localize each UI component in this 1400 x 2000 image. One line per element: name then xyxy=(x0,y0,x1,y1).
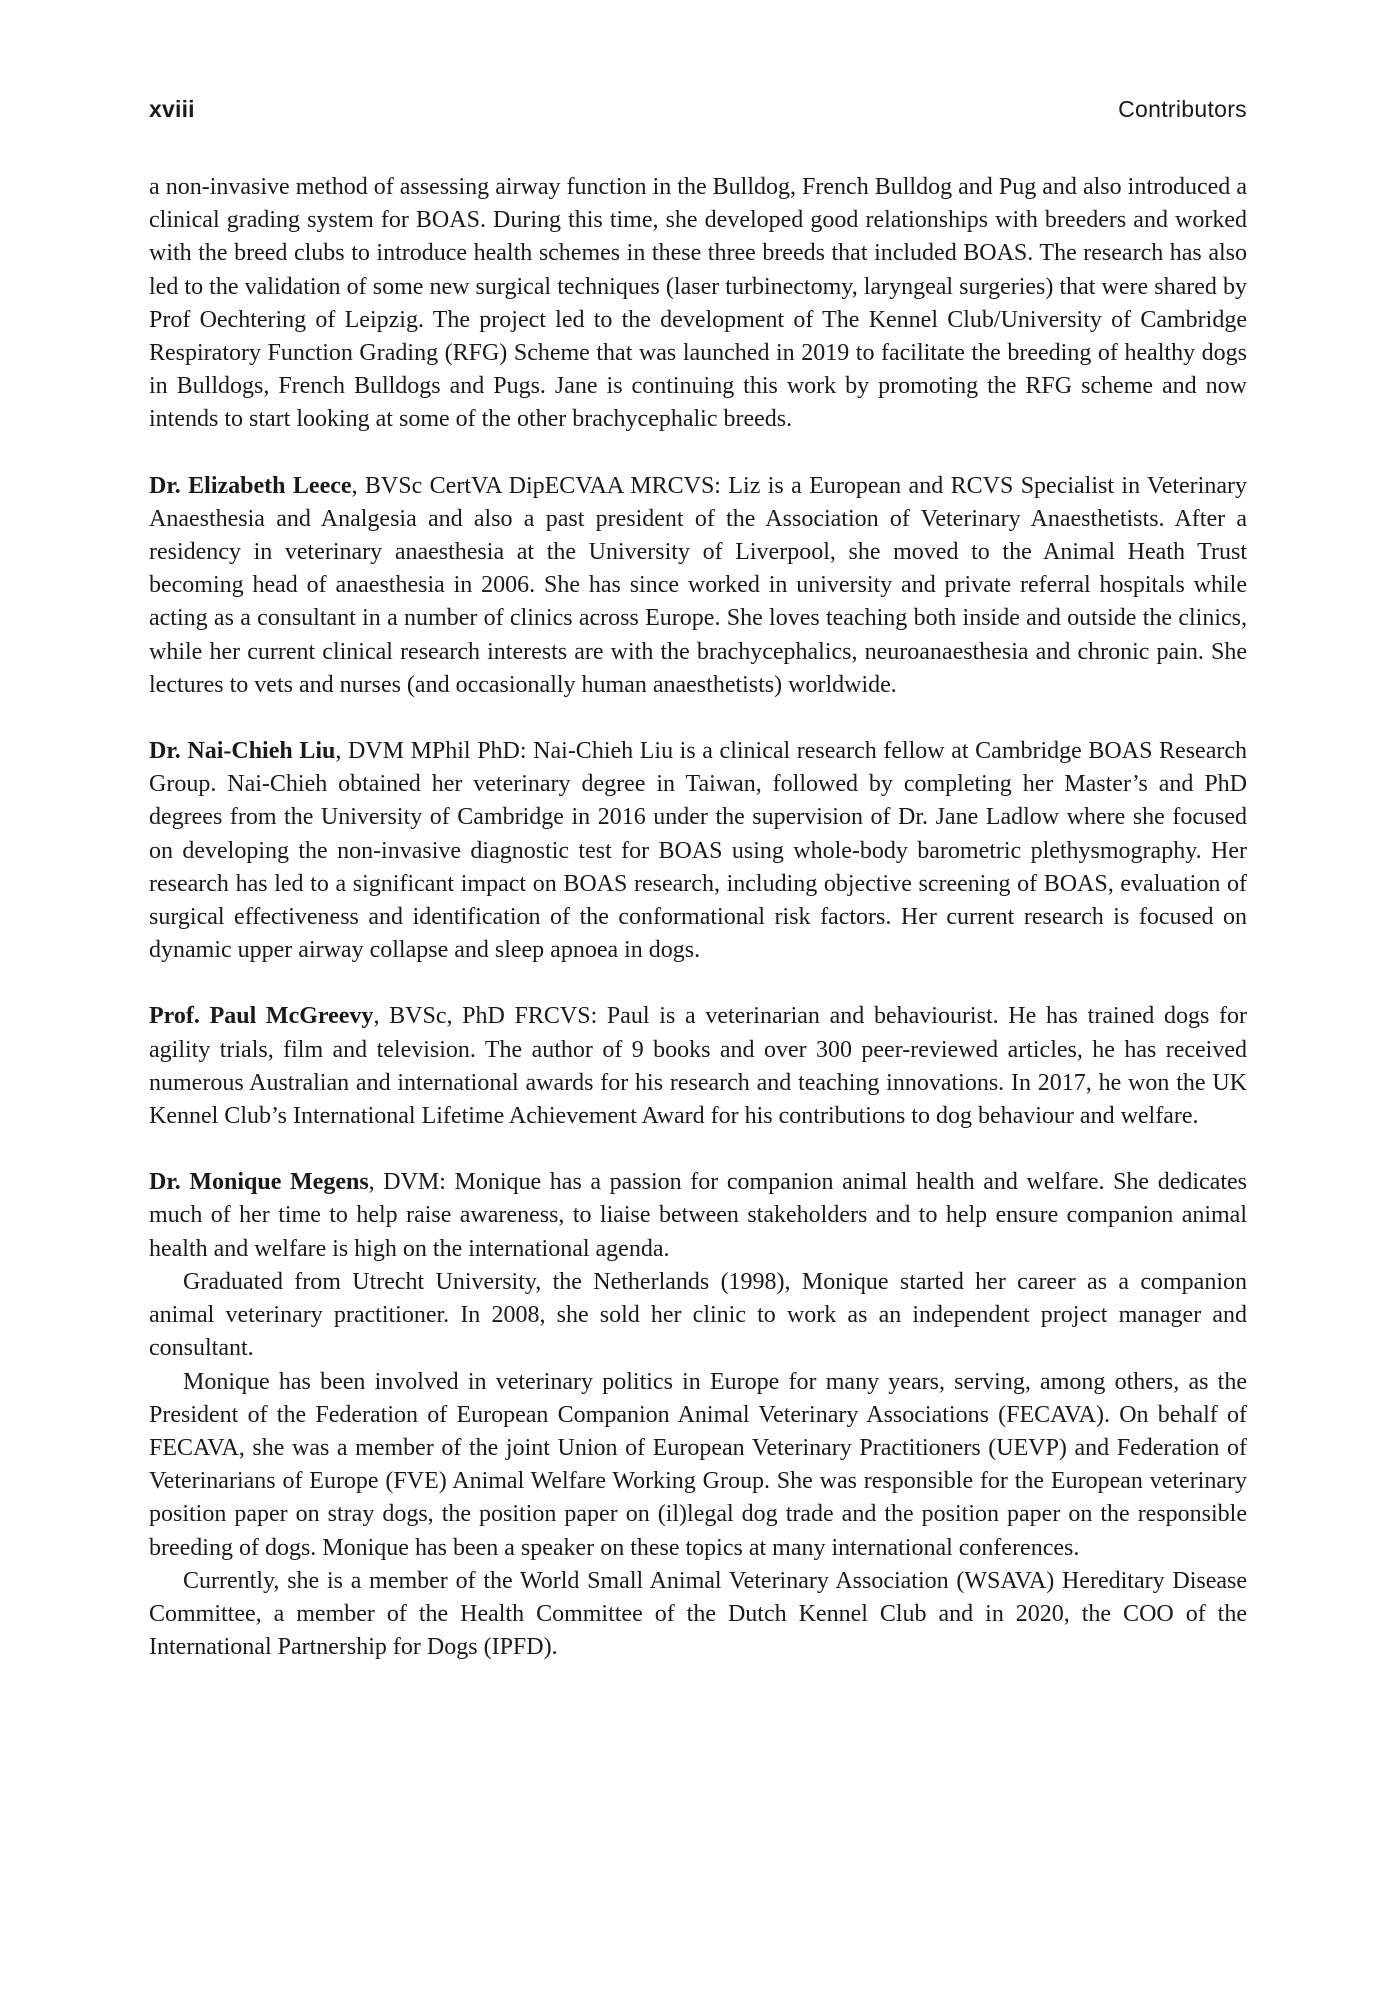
bio-paragraph: a non-invasive method of assessing airway function in the Bulldog, French Bulldog and Pug and also introduced a clinical grading system for BOAS. During this time, she developed good relationships with breeders and worked with the breed clubs to introduce health schemes in these three breeds that included BOAS. The research has also led to the validation of some new surgical techniques (laser turbinectomy, laryngeal surgeries) that were shared by Prof Oechtering of Leipzig. The project led to the development of The Kennel Club/University of Cambridge Respiratory Function Grading (RFG) Scheme that was launched in 2019 to facilitate the breeding of healthy dogs in Bulldogs, French Bulldogs and Pugs. Jane is continuing this work by promoting the RFG scheme and now intends to start looking at some of the other brachycephalic breeds. xyxy=(149,174,1247,433)
bio-monique-megens xyxy=(149,1166,1247,1664)
bio-continuation xyxy=(149,171,1247,437)
bio-elizabeth-leece xyxy=(149,470,1247,702)
bio-paragraph: Monique has been involved in veterinary politics in Europe for many years, serving, among others, as the President of the Federation of European Companion Animal Veterinary Associations (FECAVA). On behalf of FECAVA, she was a member of the joint Union of European Veterinary Practitioners (UEVP) and Federation of Veterinarians of Europe (FVE) Animal Welfare Working Group. She was responsible for the European veterinary position paper on stray dogs, the position paper on (il)legal dog trade and the position paper on the responsible breeding of dogs. Monique has been a speaker on these topics at many international conferences. xyxy=(149,1368,1247,1561)
bio-text: , BVSc CertVA DipECVAA MRCVS: Liz is a European and RCVS Specialist in Veterinary Anaesthesia and Analgesia and also a past president of the Association of Veterinary Anaesthetists. After a residency in veterinary anaesthesia at the University of Liverpool, she moved to the Animal Heath Trust becoming head of anaesthesia in 2006. She has since worked in university and private referral hospitals while acting as a consultant in a number of clinics across Europe. She loves teaching both inside and outside the clinics, while her current clinical research interests are with the brachycephalics, neuroanaesthesia and chronic pain. She lectures to vets and nurses (and occasionally human anaesthetists) worldwide. xyxy=(149,472,1247,698)
bio-text: , BVSc, PhD FRCVS: Paul is a veterinarian and behaviourist. He has trained dogs for agility trials, film and television. The author of 9 books and over 300 peer-reviewed articles, he has received numerous Australian and international awards for his research and teaching innovations. In 2017, he won the UK Kennel Club’s International Lifetime Achievement Award for his contributions to dog behaviour and welfare. xyxy=(149,1003,1247,1130)
bio-paragraph: Currently, she is a member of the World Small Animal Veterinary Association (WSAVA) Hereditary Disease Committee, a member of the Health Committee of the Dutch Kennel Club and in 2020, the COO of the International Partnership for Dogs (IPFD). xyxy=(149,1567,1247,1661)
bio-text: , DVM: Monique has a passion for companion animal health and welfare. She dedicates much of her time to help raise awareness, to liaise between stakeholders and to help ensure companion animal health and welfare is high on the international agenda. xyxy=(149,1169,1247,1262)
contributors-body xyxy=(149,171,1247,1664)
bio-paragraph xyxy=(149,735,1247,967)
contributor-name: Prof. Paul McGreevy xyxy=(149,1003,374,1030)
contributor-name: Dr. Monique Megens xyxy=(149,1169,369,1196)
bio-paragraph xyxy=(149,470,1247,702)
page-number: xviii xyxy=(149,96,195,122)
bio-paragraph: Graduated from Utrecht University, the Netherlands (1998), Monique started her career as a companion animal veterinary practitioner. In 2008, she sold her clinic to work as an independent project manager and consultant. xyxy=(149,1268,1247,1362)
bio-paragraph xyxy=(149,1000,1247,1133)
bio-paul-mcgreevy xyxy=(149,1000,1247,1133)
running-head xyxy=(149,96,1247,124)
section-title: Contributors xyxy=(1118,96,1247,122)
bio-text: , DVM MPhil PhD: Nai-Chieh Liu is a clinical research fellow at Cambridge BOAS Research Group. Nai-Chieh obtained her veterinary degree in Taiwan, followed by completing her Master’s and PhD degrees from the University of Cambridge in 2016 under the supervision of Dr. Jane Ladlow where she focused on developing the non-invasive diagnostic test for BOAS using whole-body barometric plethysmography. Her research has led to a significant impact on BOAS research, including objective screening of BOAS, evaluation of surgical effectiveness and identification of the conformational risk factors. Her current research is focused on dynamic upper airway collapse and sleep apnoea in dogs. xyxy=(149,738,1247,964)
bio-nai-chieh-liu xyxy=(149,735,1247,967)
contributor-name: Dr. Elizabeth Leece xyxy=(149,472,352,499)
bio-paragraph xyxy=(149,1166,1247,1266)
contributor-name: Dr. Nai-Chieh Liu xyxy=(149,738,336,765)
